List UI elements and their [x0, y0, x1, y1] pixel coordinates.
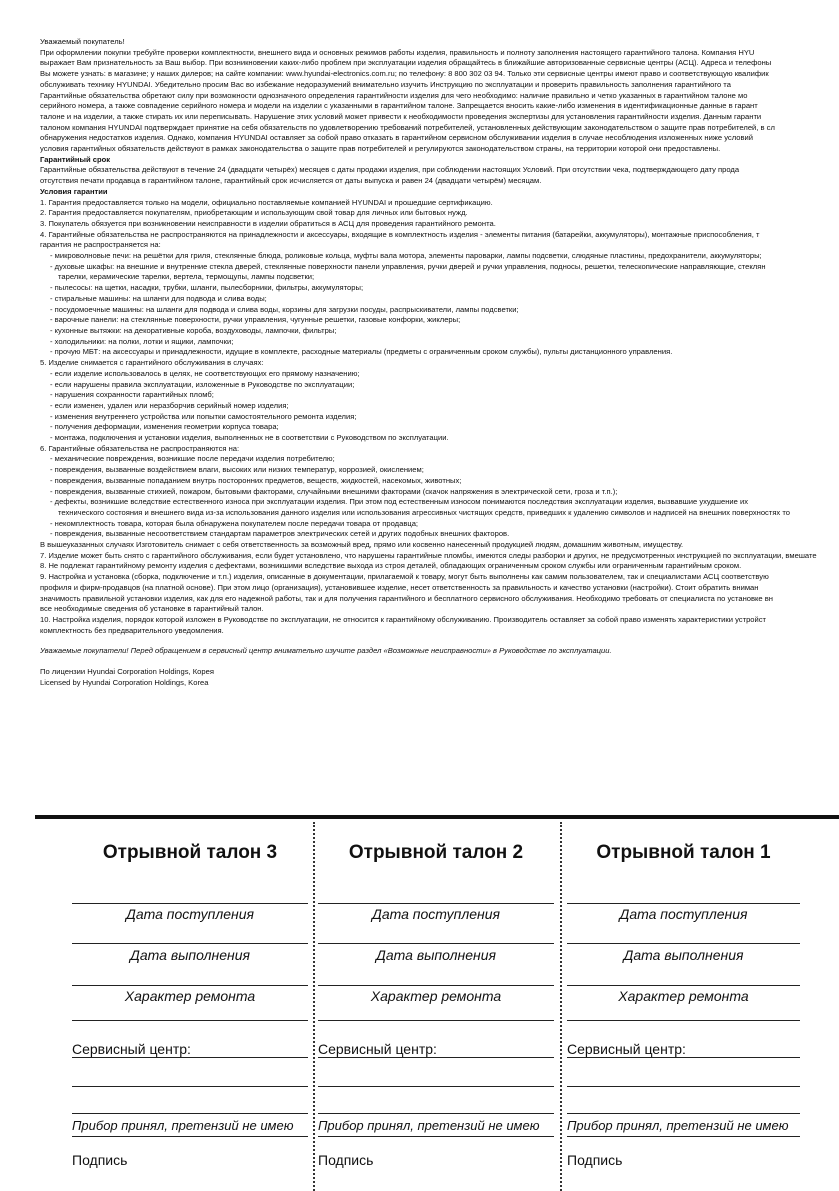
coupon-2 — [318, 822, 554, 1191]
date-received-label: Дата поступления — [125, 906, 255, 922]
condition-item: 1. Гарантия предоставляется только на модели, официально поставляемые компанией HYUNDAI и прошедшие сертификацию. — [40, 197, 493, 207]
service-notice: Уважаемые покупатели! Перед обращением в сервисный центр внимательно изучите раздел «Возможные неисправности» в Руководстве по эксплуатации. — [40, 646, 612, 656]
exclusion-item: - пылесосы: на щетки, насадки, трубки, шланги, пылесборники, фильтры, аккумуляторы; — [50, 283, 364, 293]
signature-label: Подпись — [318, 1152, 374, 1168]
condition-item: комплектность без предварительного уведомления. — [40, 625, 224, 635]
service-center-label: Сервисный центр: — [318, 1041, 437, 1057]
coupon-title: Отрывной талон 1 — [596, 842, 771, 863]
perforation-line — [313, 822, 315, 1191]
accepted-label: Прибор принял, претензий не имею — [72, 1118, 294, 1133]
condition-item: 3. Покупатель обязуется при возникновении неисправности в изделии обратиться в АСЦ для проведения гарантийного ремонта. — [40, 218, 496, 228]
void-case-item: - если изменен, удален или неразборчив серийный номер изделия; — [50, 400, 289, 410]
void-case-item: - нарушения сохранности гарантийных пломб; — [50, 390, 214, 400]
condition-item: 10. Настройка изделия, порядок которой изложен в Руководстве по эксплуатации, не относится к гарантийному обслуживанию. Производитель оставляет за собой право изменять характеристики устройст — [40, 614, 767, 624]
signature-label: Подпись — [567, 1152, 623, 1168]
coupon-title: Отрывной талон 2 — [348, 842, 524, 863]
repair-type-label: Характер ремонта — [370, 988, 502, 1004]
not-covered-item: - повреждения, вызванные попаданием внутрь посторонних предметов, веществ, жидкостей, насекомых, животных; — [50, 475, 462, 485]
greeting: Уважаемый покупатель! — [40, 37, 125, 46]
exclusion-item: - духовые шкафы: на внешние и внутренние стекла дверей, стеклянные поверхности панели управления, ручки дверей и ручки управления, подносы, решетки, телескопические направляющие, стеклян — [50, 261, 766, 271]
intro-line: выражает Вам признательность за Ваш выбор. При возникновении каких-либо проблем при эксплуатации изделия обращайтесь в ближайшие авторизованные сервисные центры (АСЦ). Адреса и телефоны — [40, 58, 772, 68]
not-covered-item: - повреждения, вызванные воздействием влаги, высоких или низких температур, коррозией, окислением; — [50, 465, 424, 475]
intro-line: Гарантийные обязательства обретают силу при возможности однозначного определения гарантийности изделия для чего необходимо: наличие правильно и четко указанных в гарантийном талоне мо — [40, 90, 748, 100]
intro-line: серийного номера, а также совпадение серийного номера и модели на изделии с указанными в гарантийном талоне. Запрещается вносить какие-либо изменения в идентификационные данные в гарант — [40, 101, 758, 111]
date-received-label: Дата поступления — [619, 906, 748, 922]
condition-item: 8. Не подлежат гарантийному ремонту изделия с дефектами, возникшими вследствие выхода из строя деталей, обладающих ограниченным сроком службы или ограниченным гарантийным сроком. — [40, 561, 742, 571]
service-center-label: Сервисный центр: — [567, 1041, 686, 1057]
intro-line: талоне и на изделии, а также стирать их или переписывать. Нарушение этих условий может привести к необходимости проведения экспертизы для установления гарантийности изделия. Данным гаранти — [40, 111, 762, 121]
condition-item: 6. Гарантийные обязательства не распространяются на: — [40, 443, 240, 453]
exclusion-item: - прочую МБТ: на аксессуары и принадлежности, идущие в комплекте, расходные материалы (предметы с ограниченным сроком службы), пульты дистанционного управления. — [50, 347, 673, 357]
coupon-title: Отрывной талон 3 — [102, 842, 278, 863]
separator-rule — [35, 815, 839, 819]
perforation-line — [560, 822, 562, 1191]
exclusion-item: тарелки, керамические тарелки, вертела, термощупы, лампы подсветки; — [58, 272, 315, 282]
condition-item: значимость правильной установки изделия, как для его надежной работы, так и для получения гарантийного и бесплатного сервисного обслуживания. Необходимо требовать от специалиста по установке вн — [40, 593, 773, 603]
exclusion-item: - кухонные вытяжки: на декоративные короба, воздуховоды, лампочки, фильтры; — [50, 325, 337, 335]
date-done-label: Дата выполнения — [623, 947, 744, 963]
date-done-label: Дата выполнения — [130, 947, 250, 963]
intro-line: талоном компания HYUNDAI подтверждает принятие на себя обязательств по удовлетворению требований потребителей, установленных действующим законодательством о защите прав потребителей, в сл — [40, 122, 775, 132]
not-covered-item: технического состояния и внешнего вида из-за использования данного изделия или использования агрессивных чистящих средств, приведших к удалению символов и надписей на внешних поверхностях то — [58, 507, 790, 517]
intro-line: При оформлении покупки требуйте проверки комплектности, внешнего вида и основных режимов работы изделия, правильность и полноту заполнения настоящего гарантийного талона. Компания HYU — [40, 47, 755, 57]
accepted-label: Прибор принял, претензий не имею — [318, 1118, 540, 1133]
intro-line: обслуживать технику HYUNDAI. Убедительно просим Вас во избежание недоразумений внимательно изучить Инструкцию по эксплуатации и проверить правильность заполнения гарантийного та — [40, 79, 731, 89]
intro-line: Вы можете узнать: в магазине; у наших дилеров; на сайте компании: www.hyundai-electronics.com.ru; по телефону: 8 800 302 03 94. Только эти сервисные центры имеют право и соответствующую квалифик — [40, 69, 769, 79]
warranty-line: Гарантийные обязательства действуют в течение 24 (двадцати четырёх) месяцев с даты продажи изделия, при соблюдении настоящих Условий. При отсутствии чека, подтверждающего дату прода — [40, 165, 740, 175]
signature-label: Подпись — [72, 1152, 128, 1168]
coupon-3 — [72, 822, 308, 1191]
void-case-item: - если изделие использовалось в целях, не соответствующих его прямому назначению; — [50, 368, 360, 378]
condition-item: гарантия не распространяется на: — [40, 240, 161, 250]
not-covered-item: - механические повреждения, возникшие после передачи изделия потребителю; — [50, 454, 335, 464]
condition-item: 7. Изделие может быть снято с гарантийного обслуживания, если будет установлено, что нарушены гарантийные пломбы, имеются следы разборки и других, не предусмотренных инструкцией по эксплуатации, вмешате — [40, 550, 817, 560]
license-en: Licensed by Hyundai Corporation Holdings, Korea — [40, 677, 209, 687]
condition-item: 2. Гарантия предоставляется покупателям, приобретающим и использующим свой товар для личных или бытовых нужд. — [40, 208, 468, 218]
coupon-1 — [567, 822, 800, 1191]
exclusion-item: - стиральные машины: на шланги для подвода и слива воды; — [50, 293, 267, 303]
warranty-line: отсутствия печати продавца в гарантийном талоне, гарантийный срок исчисляется от даты выпуска и равен 24 (двадцати четырём) месяцам. — [40, 176, 542, 186]
not-covered-item: - дефекты, возникшие вследствие естественного износа при эксплуатации изделия. При этом под естественным износом понимаются последствия эксплуатации изделия, вызвавшие ухудшение их — [50, 497, 749, 507]
exclusion-item: - микроволновые печи: на решётки для гриля, стеклянные блюда, роликовые кольца, муфты вала мотора, элементы пароварки, лампы подсветки, слюдяные пластины, предохранители, аккумуляторы; — [50, 251, 762, 261]
void-case-item: - если нарушены правила эксплуатации, изложенные в Руководстве по эксплуатации; — [50, 379, 355, 389]
void-case-item: - получения деформации, изменения геометрии корпуса товара; — [50, 422, 279, 432]
not-covered-item: - повреждения, вызванные несоответствием стандартам параметров электрических сетей и других подобных внешних факторов. — [50, 529, 510, 539]
not-covered-item: - некомплектность товара, которая была обнаружена покупателем после передачи товара от продавца; — [50, 518, 419, 528]
condition-item: все необходимые сведения об установке в гарантийный талон. — [40, 604, 264, 614]
license-ru: По лицензии Hyundai Corporation Holdings, Корея — [40, 667, 214, 677]
repair-type-label: Характер ремонта — [618, 988, 749, 1004]
exclusion-item: - варочные панели: на стеклянные поверхности, ручки управления, чугунные решетки, газовые конфорки, жиклеры; — [50, 315, 461, 325]
condition-item: 9. Настройка и установка (сборка, подключение и т.п.) изделия, описанные в документации, прилагаемой к товару, могут быть выполнены как самим пользователем, так и специалистами АСЦ соответствую — [40, 572, 769, 582]
intro-line: обнаружения недостатков изделия. Однако, компания HYUNDAI оставляет за собой право отказать в гарантийном сервисном обслуживании изделия в случае несоблюдения изложенных ниже условий — [40, 133, 753, 143]
condition-item: профиля и фирм-продавцов (на платной основе). При этом лицо (организация), установившее изделие, несет ответственность за правильность и качество установки (настройки). Стоит обратить вниман — [40, 582, 759, 592]
condition-item: 5. Изделие снимается с гарантийного обслуживания в случаях: — [40, 358, 264, 368]
date-received-label: Дата поступления — [371, 906, 501, 922]
exclusion-item: - посудомоечные машины: на шланги для подвода и слива воды, корзины для загрузки посуды, распрыскиватели, лампы подсветки; — [50, 304, 519, 314]
void-case-item: - монтажа, подключения и установки изделия, выполненных не в соответствии с Руководством по эксплуатации. — [50, 433, 449, 443]
void-case-item: - изменения внутреннего устройства или попытки самостоятельного ремонта изделия; — [50, 411, 357, 421]
condition-item: 4. Гарантийные обязательства не распространяются на принадлежности и аксессуары, входящие в комплектность изделия - элементы питания (батарейки, аккумуляторы), монтажные приспособления, т — [40, 229, 760, 239]
service-center-label: Сервисный центр: — [72, 1041, 191, 1057]
warranty-period-heading: Гарантийный срок — [40, 154, 111, 164]
accepted-label: Прибор принял, претензий не имею — [567, 1118, 789, 1133]
date-done-label: Дата выполнения — [376, 947, 496, 963]
exclusion-item: - холодильники: на полки, лотки и ящики, лампочки; — [50, 336, 234, 346]
intro-paragraph — [40, 48, 820, 155]
intro-line: условия гарантийных обязательств действуют в рамках законодательства о защите прав потребителей и регулируются законодательством страны, на территории которой они предоставлены. — [40, 144, 721, 154]
not-covered-item: - повреждения, вызванные стихией, пожаром, бытовыми факторами, случайными внешними факторами (скачок напряжения в электрической сети, гроза и т.п.); — [50, 486, 618, 496]
condition-item: В вышеуказанных случаях Изготовитель снимает с себя ответственность за возможный вред, прямо или косвенно нанесенный продукцией людям, домашним животным, имуществу. — [40, 540, 684, 550]
warranty-text — [40, 37, 820, 688]
conditions-heading: Условия гарантии — [40, 186, 108, 196]
repair-type-label: Характер ремонта — [124, 988, 256, 1004]
